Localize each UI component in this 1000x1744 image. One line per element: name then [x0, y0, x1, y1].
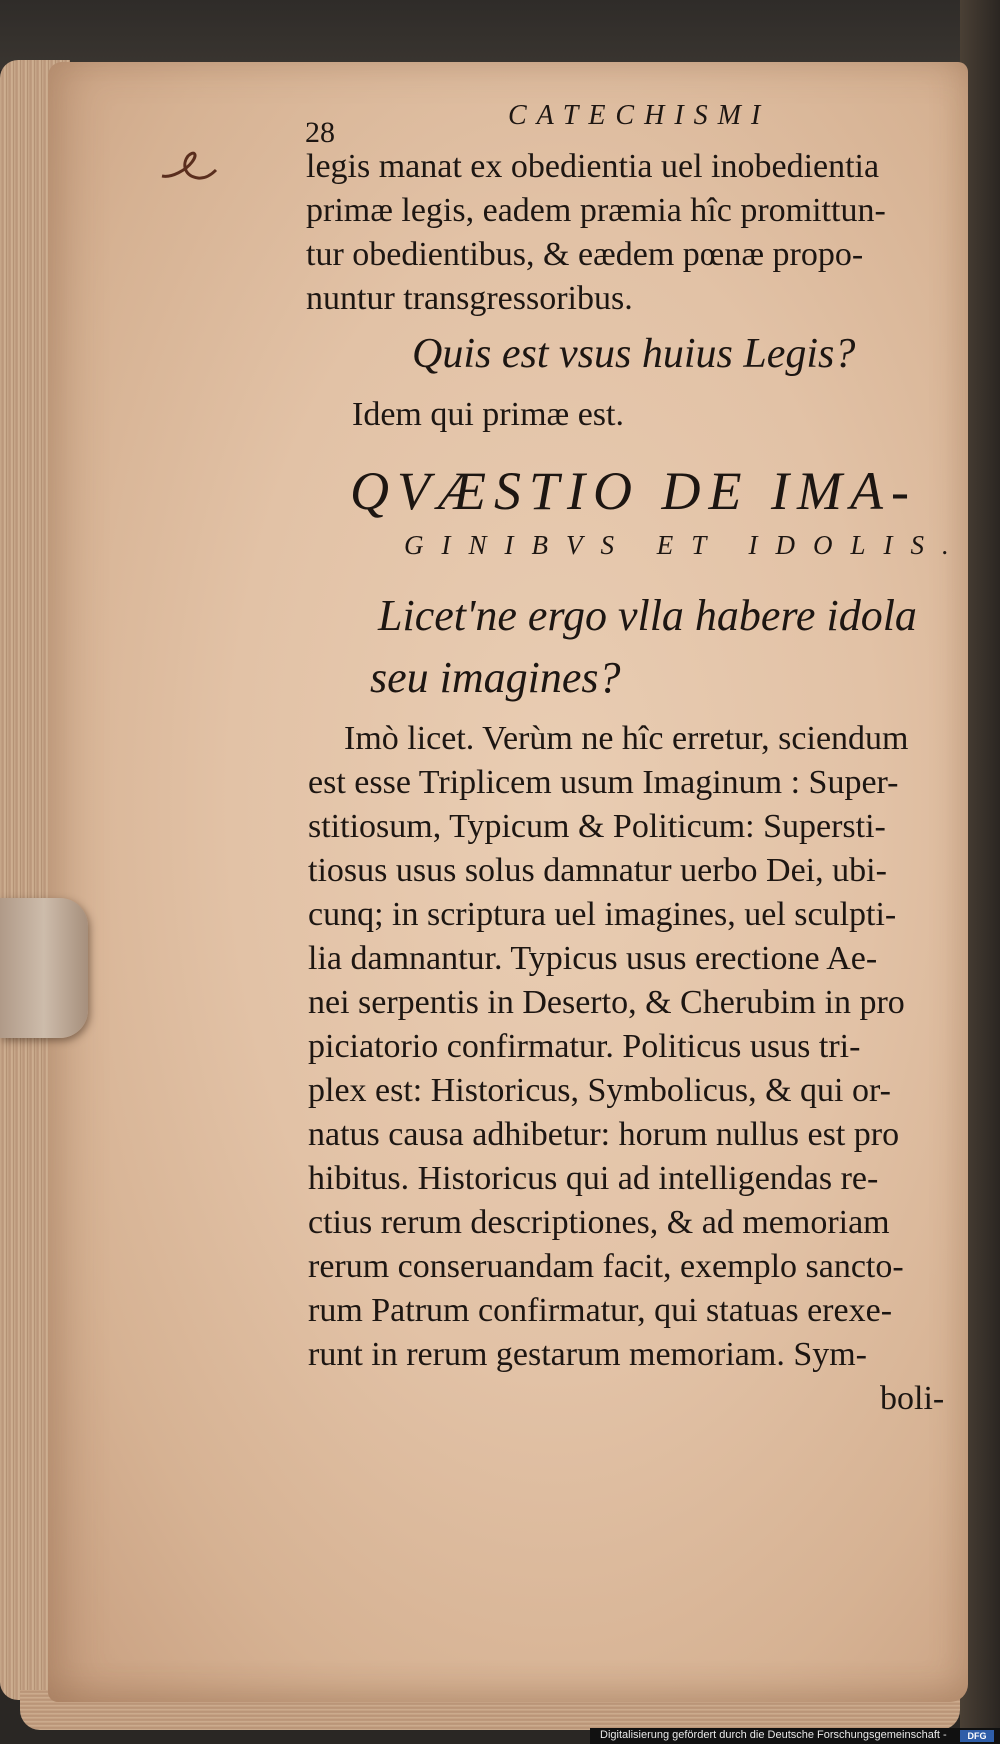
- paragraph-line: Imò licet. Verùm ne hîc erretur, sciendum: [344, 720, 909, 757]
- handwritten-margin-mark: [158, 148, 220, 184]
- paragraph-line: rerum conseruandam facit, exemplo sancto-: [308, 1248, 904, 1285]
- scan-backdrop: [0, 0, 1000, 70]
- answer-line: Idem qui primæ est.: [352, 396, 624, 433]
- paragraph-line: est esse Triplicem usum Imaginum : Super-: [308, 764, 899, 801]
- section-subheading: GINIBVS ET IDOLIS.: [404, 530, 967, 560]
- text-line: nuntur transgressoribus.: [306, 280, 633, 317]
- paragraph-line: natus causa adhibetur: horum nullus est pro: [308, 1116, 900, 1153]
- book-clasp: [0, 898, 88, 1038]
- question-heading: seu imagines?: [370, 653, 621, 702]
- paragraph-line: lia damnantur. Typicus usus erectione Ae-: [308, 940, 878, 977]
- funding-notice: Digitalisierung gefördert durch die Deutsche Forschungsgemeinschaft -: [600, 1729, 947, 1741]
- paragraph-line: runt in rerum gestarum memoriam. Sym-: [308, 1336, 867, 1373]
- text-line: tur obedientibus, & eædem pœnæ propo-: [306, 236, 864, 273]
- paragraph-line: nei serpentis in Deserto, & Cherubim in pro: [308, 984, 905, 1021]
- catchword: boli-: [880, 1380, 945, 1417]
- paragraph-line: ctius rerum descriptiones, & ad memoriam: [308, 1204, 890, 1241]
- paragraph-line: stitiosum, Typicum & Politicum: Supersti-: [308, 808, 886, 845]
- paragraph-line: tiosus usus solus damnatur uerbo Dei, ubi-: [308, 852, 887, 889]
- section-heading: QVÆSTIO DE IMA-: [350, 461, 917, 521]
- text-line: legis manat ex obedientia uel inobedientia: [306, 148, 880, 185]
- paragraph-line: piciatorio confirmatur. Politicus usus tri-: [308, 1028, 861, 1065]
- paragraph-line: cunq; in scriptura uel imagines, uel sculpti-: [308, 896, 897, 933]
- question-heading: Quis est vsus huius Legis?: [412, 331, 856, 377]
- text-line: primæ legis, eadem præmia hîc promittun-: [306, 192, 886, 229]
- paragraph-line: rum Patrum confirmatur, qui statuas erexe-: [308, 1292, 893, 1329]
- page-number: 28: [305, 116, 335, 149]
- paragraph-line: plex est: Historicus, Symbolicus, & qui or-: [308, 1072, 891, 1109]
- question-heading: Licet'ne ergo vlla habere idola: [378, 591, 917, 640]
- paragraph-line: hibitus. Historicus qui ad intelligendas re-: [308, 1160, 879, 1197]
- dfg-logo: DFG: [960, 1730, 994, 1742]
- running-head: CATECHISMI: [508, 100, 771, 131]
